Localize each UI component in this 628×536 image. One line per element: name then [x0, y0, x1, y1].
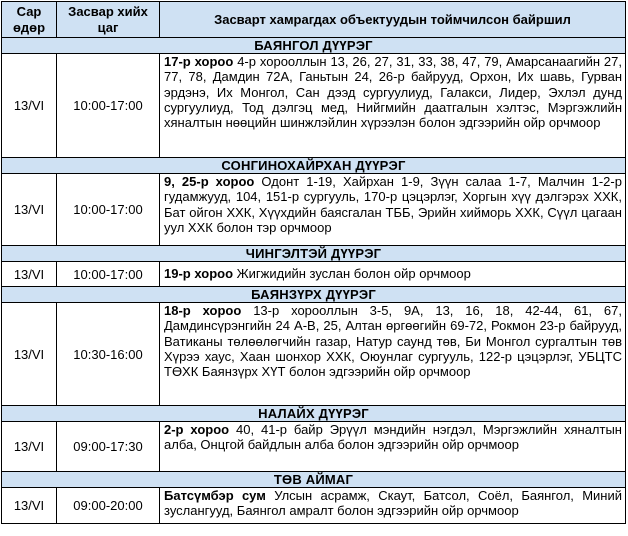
district-heading: ЧИНГЭЛТЭЙ ДҮҮРЭГ	[2, 246, 626, 262]
district-heading: СОНГИНОХАЙРХАН ДҮҮРЭГ	[2, 158, 626, 174]
table-row	[2, 303, 626, 406]
location-cell	[160, 303, 626, 406]
khoroo-label: 18-р хороо	[164, 303, 242, 318]
district-heading: НАЛАЙХ ДҮҮРЭГ	[2, 406, 626, 422]
location-details: 4-р хорооллын 13, 26, 27, 31, 33, 38, 47, 79, Амарсанаагийн 27, 77, 78, Дамдин 72А, Ганьтын 24, 26-р байрууд, Орхон, Их шавь, Гурван эрдэнэ, Их Монгол, Сан дээд сургуулиуд, Галакси, Лидер, Эхлэл дунд сургуулиуд, Тод дэлгэц мед, Нийгмийн даатгалын хэлтэс, Мэргэжлийн хяналтын нөөцийн шинжлэйлин хүрээлэн болон эдгээрийн ойр орчмоор	[164, 54, 622, 131]
table-row	[2, 422, 626, 472]
khoroo-label: 2-р хороо	[164, 422, 230, 437]
date-cell: 13/VI	[2, 262, 57, 287]
table-row	[2, 262, 626, 287]
date-cell: 13/VI	[2, 422, 57, 472]
time-cell: 09:00-20:00	[57, 488, 160, 524]
table-row	[2, 174, 626, 246]
khoroo-label: Батсүмбэр сум	[164, 488, 266, 503]
district-heading-row	[2, 246, 626, 262]
header-time: Засвар хийх цаг	[57, 2, 160, 38]
khoroo-label: 9, 25-р хороо	[164, 174, 255, 189]
date-cell: 13/VI	[2, 488, 57, 524]
table-row	[2, 54, 626, 158]
time-cell: 10:00-17:00	[57, 54, 160, 158]
outage-schedule-table	[1, 1, 626, 524]
location-cell	[160, 262, 626, 287]
date-cell: 13/VI	[2, 303, 57, 406]
time-cell: 10:00-17:00	[57, 174, 160, 246]
district-heading-row	[2, 472, 626, 488]
header-day: Сар өдөр	[2, 2, 57, 38]
khoroo-label: 17-р хороо	[164, 54, 234, 69]
location-cell	[160, 174, 626, 246]
district-heading-row	[2, 406, 626, 422]
location-details: 13-р хорооллын 3-5, 9А, 13, 16, 18, 42-44, 61, 67, Дамдинсүрэнгийн 24 А-В, 25, Алтан өргөөгийн 69-72, Рокмон 23-р байрууд, Ватиканы төлөөлөгчийн газар, Натур саунд төв, Би Монгол сургалтын төв Хүрээ хаус, Хаан шонхор ХХК, Оюунлаг сургууль, 122-р цэцэрлэг, УБЦТС ТӨХК Баянзүрх ХҮТ болон эдгээрийн ойр орчмоор	[164, 303, 622, 380]
khoroo-label: 19-р хороо	[164, 266, 234, 282]
date-cell: 13/VI	[2, 54, 57, 158]
location-details: 40, 41-р байр Эрүүл мэндийн нэгдэл, Мэргэжлийн хяналтын алба, Онцгой байдлын алба болон эдгээрийн ойр орчмоор	[164, 422, 622, 453]
location-cell	[160, 422, 626, 472]
district-heading: БАЯНГОЛ ДҮҮРЭГ	[2, 38, 626, 54]
time-cell: 10:00-17:00	[57, 262, 160, 287]
time-cell: 10:30-16:00	[57, 303, 160, 406]
district-heading-row	[2, 287, 626, 303]
header-location: Засварт хамрагдах объектуудын тоймчилсон байршил	[160, 2, 626, 38]
location-details: Жигжидийн зуслан болон ойр орчмоор	[236, 266, 471, 282]
location-details: Улсын асрамж, Скаут, Батсол, Соёл, Баянгол, Миний зуслангууд, Баянгол амралт болон эдгээрийн ойр орчмоор	[164, 488, 622, 519]
district-heading: ТӨВ АЙМАГ	[2, 472, 626, 488]
header-row	[2, 2, 626, 38]
date-cell: 13/VI	[2, 174, 57, 246]
location-cell	[160, 54, 626, 158]
location-cell	[160, 488, 626, 524]
location-details: Одонт 1-19, Хайрхан 1-9, Зүүн салаа 1-7, Малчин 1-2-р гудамжууд, 104, 151-р сургууль, 170-р цэцэрлэг, Хоргын хүү дэлгэрэх ХХК, Бат ойгон ХХК, Хүүхдийн баясгалан ТББ, Эрийн хийморь ХХК, Сүүл цагаан уул ХХК болон тэр орчмоор	[164, 174, 622, 235]
district-heading-row	[2, 158, 626, 174]
district-heading: БАЯНЗҮРХ ДҮҮРЭГ	[2, 287, 626, 303]
district-heading-row	[2, 38, 626, 54]
table-row	[2, 488, 626, 524]
time-cell: 09:00-17:30	[57, 422, 160, 472]
